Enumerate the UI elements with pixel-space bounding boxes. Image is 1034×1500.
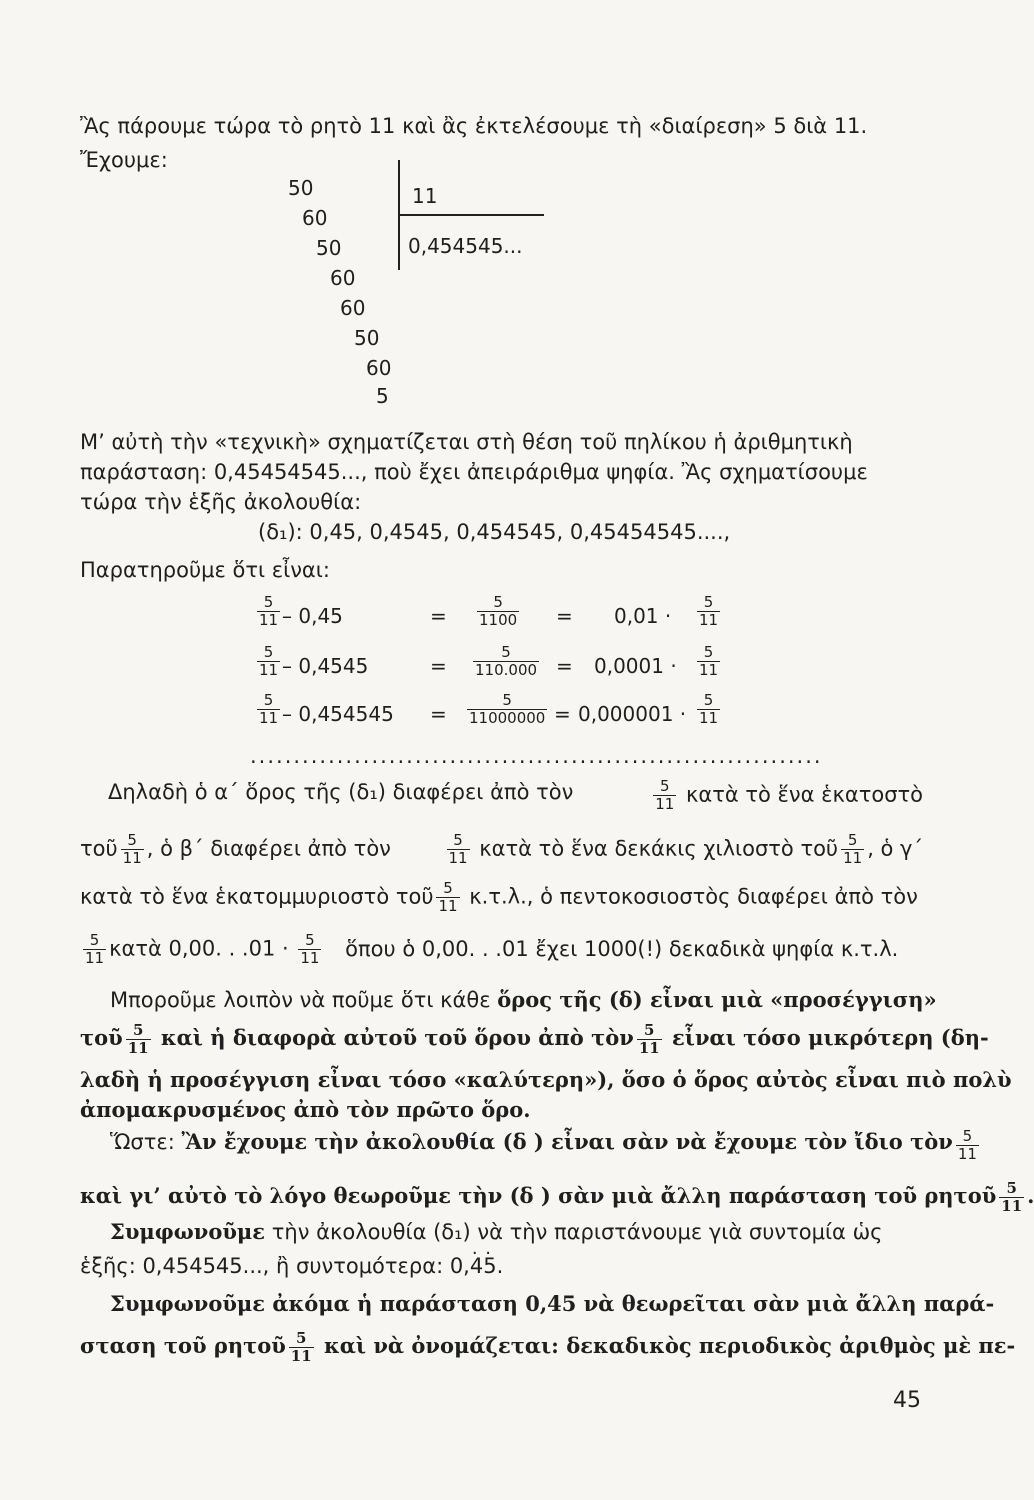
text: τοῦ	[80, 836, 118, 861]
para1-line-2: παράσταση: 0,45454545..., ποὺ ἔχει ἀπειράριθμα ψηφία. Ἂς σχηματίσουμε	[80, 460, 868, 484]
page-number: 45	[893, 1388, 921, 1413]
fraction: $\frac{5}{11}$	[85, 931, 105, 967]
difference: – 0,454545	[282, 702, 394, 726]
product-coef: 0,01 ·	[614, 604, 672, 628]
para5-line-2	[80, 1252, 923, 1280]
fraction: $\frac{5}{11}$	[843, 831, 863, 867]
equation-row	[254, 594, 734, 638]
para4-line-2: καὶ γι’ αὐτὸ τὸ λόγο θεωροῦμε τὴν (δ ) σὰν μιὰ ἄλλη παράσταση τοῦ ρητοῦ $\frac{5}{11}$ .	[80, 1179, 1034, 1215]
fraction: $\frac{5}{11}$	[259, 691, 279, 727]
equals: =	[556, 604, 573, 628]
text: , ὁ β΄ διαφέρει ἀπὸ τὸν	[146, 836, 391, 861]
division-step: 50	[354, 326, 380, 350]
division-step: 5	[376, 384, 389, 408]
bold-text: ὅρος τῆς (δ) εἶναι μιὰ «προσέγγιση»	[497, 987, 937, 1012]
equals: =	[430, 702, 447, 726]
para3-line-3: λαδὴ ἡ προσέγγιση εἶναι τόσο «καλύτερη»), ὅσο ὁ ὅρος αὐτὸς εἶναι πιὸ πολὺ	[80, 1067, 1012, 1092]
dots-line: ..................................................................	[250, 744, 823, 768]
text: τοῦ	[80, 1025, 123, 1050]
intro-line-2: Ἔχουμε:	[80, 148, 168, 172]
text: καὶ νὰ ὀνομάζεται: δεκαδικὸς περιοδικὸς ἀριθμὸς μὲ πε-	[323, 1333, 1016, 1358]
text: Δηλαδὴ ὁ α΄ ὅρος τῆς (δ₁) διαφέρει ἀπὸ τὸν	[108, 780, 574, 804]
division-step: 60	[330, 266, 356, 290]
equation-row	[254, 644, 734, 688]
para3-line-2	[80, 1021, 989, 1057]
period-digit: · 5	[483, 1254, 496, 1278]
text: ὅπου ὁ 0,00. . .01 ἔχει 1000(!) δεκαδικὰ ψηφία κ.τ.λ.	[345, 936, 899, 961]
division-step: 60	[302, 206, 328, 230]
division-step: 60	[366, 356, 392, 380]
fraction: $\frac{5}{11}$	[122, 831, 142, 867]
text: Συμφωνοῦμε ἀκόμα ἡ παράσταση 0,45 νὰ θεωρεῖται σὰν μιὰ ἄλλη παρά-	[110, 1291, 995, 1316]
text: κατὰ 0,00. . .01 ·	[109, 936, 289, 961]
text: κατὰ τὸ ἕνα ἑκατοστὸ	[685, 782, 923, 807]
text: κ.τ.λ., ὁ πεντοκοσιοστὸς διαφέρει ἀπὸ τὸν	[469, 884, 918, 909]
fraction: $\frac{5}{11}$	[259, 593, 279, 629]
difference: – 0,45	[282, 604, 343, 628]
fraction: $\frac{5}{11}$	[259, 643, 279, 679]
fraction: $\frac{5}{11}$	[699, 643, 719, 679]
fraction: $\frac{5}{11}$	[655, 777, 675, 813]
division-step: 60	[340, 296, 366, 320]
division-bar-horizontal	[398, 214, 544, 216]
equals: =	[556, 654, 573, 678]
text: καὶ ἡ διαφορὰ αὐτοῦ τοῦ ὅρου ἀπὸ τὸν	[160, 1025, 634, 1050]
product-coef: 0,000001 ·	[578, 702, 687, 726]
equals: =	[554, 702, 571, 726]
fraction: $\frac{5}{110.000}$	[475, 643, 538, 679]
division-step: 50	[316, 236, 342, 260]
para2-line-2	[80, 832, 923, 867]
equation-row	[254, 692, 734, 736]
para2-line-4	[80, 932, 923, 967]
fraction: $\frac{5}{11}$	[638, 1021, 660, 1057]
text: κατὰ τὸ ἕνα δεκάκις χιλιοστὸ τοῦ	[479, 836, 839, 861]
text: καὶ γι’ αὐτὸ τὸ λόγο θεωροῦμε τὴν (δ ) σὰν μιὰ ἄλλη παράσταση τοῦ ρητοῦ	[80, 1183, 997, 1208]
text: , ὁ γ΄	[867, 836, 923, 861]
text: τὴν ἀκολουθία (δ₁) νὰ τὴν παριστάνουμε γιὰ συντομία ὡς	[271, 1220, 883, 1244]
fraction: $\frac{5}{11}$	[957, 1127, 977, 1163]
fraction: $\frac{5}{11}$	[300, 931, 320, 967]
fraction: $\frac{5}{11}$	[127, 1021, 149, 1057]
quotient: 0,454545...	[408, 234, 523, 258]
text: .	[496, 1254, 504, 1278]
text: ἑξῆς: 0,454545..., ἢ συντομότερα: 0,	[80, 1254, 470, 1278]
observe-text: Παρατηροῦμε ὅτι εἶναι:	[80, 558, 330, 582]
text: εἶναι τόσο μικρότερη (δη-	[672, 1025, 989, 1050]
equals: =	[430, 654, 447, 678]
bold-text: Ἂν ἔχουμε τὴν ἀκολουθία (δ ) εἶναι σὰν νὰ ἔχουμε τὸν ἴδιο τὸν	[181, 1129, 953, 1154]
para1-line-1: Μ’ αὐτὴ τὴν «τεχνικὴ» σχηματίζεται στὴ θέση τοῦ πηλίκου ἡ ἀριθμητικὴ	[80, 430, 853, 454]
equals: =	[430, 604, 447, 628]
period-digit: · 4	[470, 1254, 483, 1278]
product-coef: 0,0001 ·	[594, 654, 677, 678]
division-step: 50	[288, 176, 314, 200]
para6-line-1	[80, 1290, 995, 1318]
text: Ὥστε:	[110, 1130, 175, 1154]
fraction: $\frac{5}{11}$	[438, 879, 458, 915]
para2-line-3	[80, 880, 923, 915]
sequence-d1: (δ₁): 0,45, 0,4545, 0,454545, 0,45454545....,	[258, 520, 731, 544]
fraction: $\frac{5}{11}$	[699, 691, 719, 727]
para1-line-3: τώρα τὴν ἑξῆς ἀκολουθία:	[80, 490, 362, 514]
bold-text: Συμφωνοῦμε	[110, 1219, 266, 1244]
intro-line-1: Ἂς πάρουμε τώρα τὸ ρητὸ 11 καὶ ἂς ἐκτελέσουμε τὴ «διαίρεση» 5 διὰ 11.	[80, 114, 868, 138]
fraction: $\frac{5}{11}$	[1001, 1179, 1023, 1215]
para4-line-1	[80, 1127, 977, 1163]
text: σταση τοῦ ρητοῦ	[80, 1333, 286, 1358]
para6-line-2	[80, 1329, 1016, 1365]
para5-line-1	[80, 1218, 923, 1246]
para3-line-4: ἀπομακρυσμένος ἀπὸ τὸν πρῶτο ὅρο.	[80, 1097, 531, 1122]
para3-line-1	[80, 986, 937, 1014]
divisor: 11	[412, 184, 438, 208]
fraction: $\frac{5}{11}$	[699, 593, 719, 629]
fraction: $\frac{5}{11000000}$	[469, 691, 546, 727]
para2-line-1	[80, 778, 923, 813]
text: κατὰ τὸ ἕνα ἑκατομμυριοστὸ τοῦ	[80, 884, 434, 909]
fraction: $\frac{5}{11}$	[448, 831, 468, 867]
fraction: $\frac{5}{1100}$	[479, 593, 518, 629]
fraction: $\frac{5}{11}$	[290, 1329, 312, 1365]
difference: – 0,4545	[282, 654, 369, 678]
text: Μποροῦμε λοιπὸν νὰ ποῦμε ὅτι κάθε	[110, 988, 491, 1012]
